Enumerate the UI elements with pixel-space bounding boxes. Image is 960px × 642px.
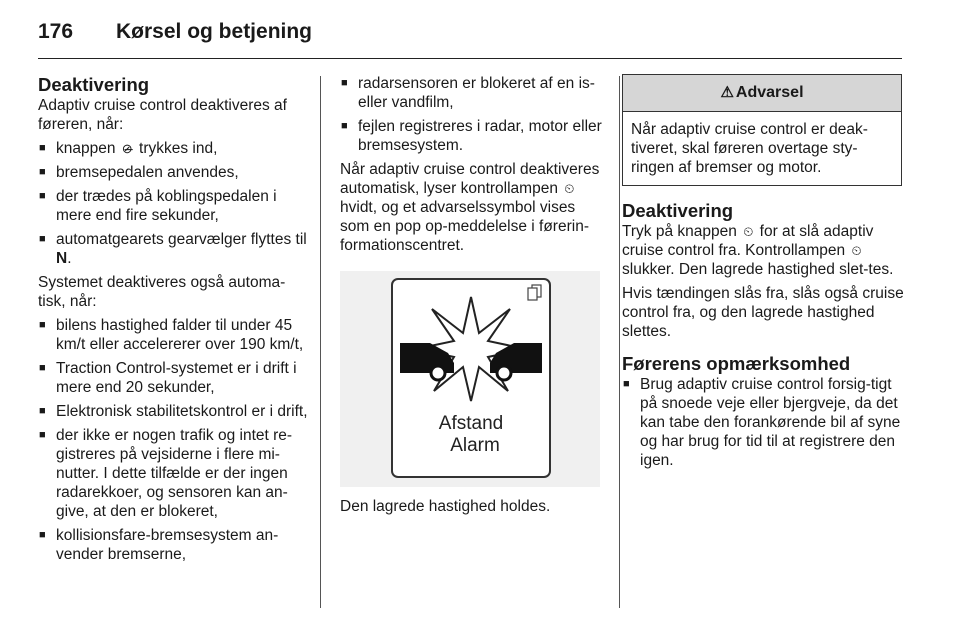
figure-label-line-1: Afstand [438, 413, 504, 434]
list-item: ■ kollisionsfare-bremsesystem an-vender bremserne, [38, 526, 308, 564]
column-2 [340, 74, 606, 521]
intro-text: Adaptiv cruise control deaktiveres af føreren, når: [38, 97, 287, 133]
distance-alarm-figure [340, 271, 600, 487]
list-item: ■ knappen ⊘̶ trykkes ind, [38, 139, 308, 158]
list-item: ■ Brug adaptiv cruise control forsig-tigt på snoede veje eller bjergveje, da det kan tabe den forankørende bil af syne og har brug for tid til at registrere den igen. [622, 375, 906, 470]
distance-alarm-illustration [340, 271, 600, 487]
cruise-control-lamp-icon: ⏲ [564, 181, 575, 196]
section-heading-deaktivering: Deaktivering [38, 74, 150, 95]
figure-caption: Den lagrede hastighed holdes. [340, 498, 551, 515]
running-title: Kørsel og betjening [116, 20, 313, 43]
header-rule [38, 58, 902, 59]
auto-deactivation-list-cont [340, 74, 606, 155]
list-item: ■ der ikke er nogen trafik og intet re-gistreres på vejsiderne i flere mi-nutter. I dette tilfælde er der ingen radarekkoer, og sensoren kan an-give, at den er blokeret, [38, 426, 308, 521]
gear-n: N [56, 250, 68, 267]
column-divider-1 [320, 76, 321, 608]
section-heading-attention: Førerens opmærksomhed [622, 353, 851, 374]
warning-triangle-icon: ⚠ [720, 84, 734, 101]
column-3 [622, 74, 906, 475]
auto-deactivation-list [38, 316, 308, 564]
page-header [38, 18, 902, 58]
list-item: ■ der trædes på koblingspedalen i mere end fire sekunder, [38, 187, 308, 225]
warning-box [622, 74, 902, 186]
cruise-control-lamp-icon: ⏲ [851, 243, 862, 258]
warning-title: ⚠ Advarsel [623, 75, 901, 112]
intro-text-2: Systemet deaktiveres også automa-tisk, når: [38, 274, 286, 310]
column-1 [38, 74, 308, 569]
list-item: ■ automatgearets gearvælger flyttes til N. [38, 230, 308, 268]
cancel-icon: ⊘̶ [121, 141, 133, 156]
section-heading-deaktivering-2: Deaktivering [622, 200, 734, 221]
auto-deactivation-paragraph: Når adaptiv cruise control deaktiveres automatisk, lyser kontrollampen ⏲ hvidt, og et advarselssymbol vises som en pop op-meddelelse i førerin-formationscentret. [340, 161, 600, 254]
figure-label-line-2: Alarm [450, 435, 500, 456]
list-item: ■ bremsepedalen anvendes, [38, 163, 308, 182]
deactivation-list [38, 139, 308, 268]
page-number: 176 [38, 20, 74, 43]
cruise-control-button-icon: ⏲ [743, 224, 754, 239]
column-divider-2 [619, 76, 620, 608]
list-item: ■ Traction Control-systemet er i drift i mere end 20 sekunder, [38, 359, 308, 397]
list-item: ■ Elektronisk stabilitetskontrol er i drift, [38, 402, 308, 421]
list-item: ■ radarsensoren er blokeret af en is- eller vandfilm, [340, 74, 606, 112]
list-item: ■ fejlen registreres i radar, motor eller bremsesystem. [340, 117, 606, 155]
deactivation-paragraph: Tryk på knappen ⏲ for at slå adaptiv cruise control fra. Kontrollampen ⏲ slukker. Den lagrede hastighed slet-tes. [622, 223, 894, 278]
ignition-paragraph: Hvis tændingen slås fra, slås også cruise control fra, og den lagrede hastighed slettes. [622, 285, 904, 340]
attention-list [622, 375, 906, 470]
list-item: ■ bilens hastighed falder til under 45 km/t eller accelererer over 190 km/t, [38, 316, 308, 354]
warning-text: Når adaptiv cruise control er deak-tiveret, skal føreren overtage sty-ringen af bremser og motor. [631, 121, 868, 176]
